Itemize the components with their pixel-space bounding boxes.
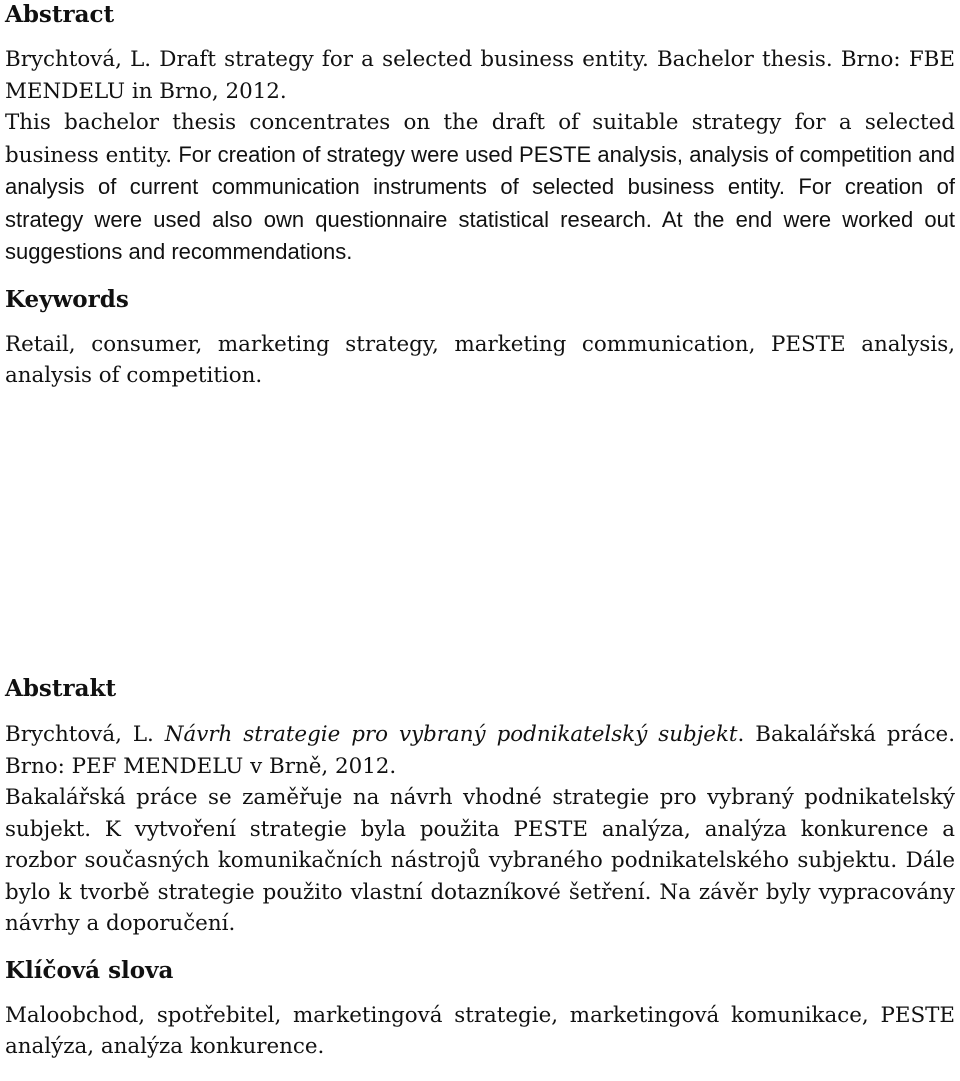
english-section bbox=[5, 0, 955, 392]
abstrakt-citation-rest: . Bakalářská práce. Brno: PEF MENDELU v Brně, 2012. bbox=[5, 722, 956, 779]
abstract-heading: Abstract bbox=[5, 1, 115, 28]
abstrakt-citation-title: Návrh strategie pro vybraný podnikatelský subjekt bbox=[164, 722, 738, 747]
abstract-body-rest: For creation of strategy were used PESTE analysis, analysis of competition and analysis of current communication instruments of selected business entity. For creation of strategy were used also own questionnaire statistical research. At the end were worked out suggestions and recommendations. bbox=[5, 141, 955, 264]
abstrakt-body: Bakalářská práce se zaměřuje na návrh vhodné strategie pro vybraný podnikatelský subjekt. K vytvoření strategie byla použita PESTE analýza, analýza konkurence a rozbor současných komunikačních nástrojů vybraného podnikatelského subjektu. Dále bylo k tvorbě strategie použito vlastní dotazníkové šetření. Na závěr byly vypracovány návrhy a doporučení. bbox=[5, 785, 955, 936]
czech-section bbox=[5, 674, 955, 1063]
klicova-slova-heading: Klíčová slova bbox=[5, 956, 174, 984]
klicova-slova-text: Maloobchod, spotřebitel, marketingová strategie, marketingová komunikace, PESTE analýza, analýza konkurence. bbox=[5, 1002, 955, 1059]
abstrakt-citation-author: Brychtová, L. bbox=[5, 722, 165, 747]
abstrakt-citation-paragraph bbox=[5, 719, 955, 940]
abstract-body-lead: This bachelor thesis concentrates on the draft of suitable strategy for a selected business entity. bbox=[5, 110, 955, 168]
keywords-heading: Keywords bbox=[5, 285, 129, 313]
abstract-citation: Brychtová, L. Draft strategy for a selected business entity. Bachelor thesis. Brno: FBE MENDELU in Brno, 2012. bbox=[5, 47, 955, 104]
abstrakt-heading: Abstrakt bbox=[5, 675, 117, 702]
abstract-citation-paragraph bbox=[5, 44, 955, 269]
keywords-text: Retail, consumer, marketing strategy, marketing communication, PESTE analysis, analysis of competition. bbox=[5, 331, 955, 388]
